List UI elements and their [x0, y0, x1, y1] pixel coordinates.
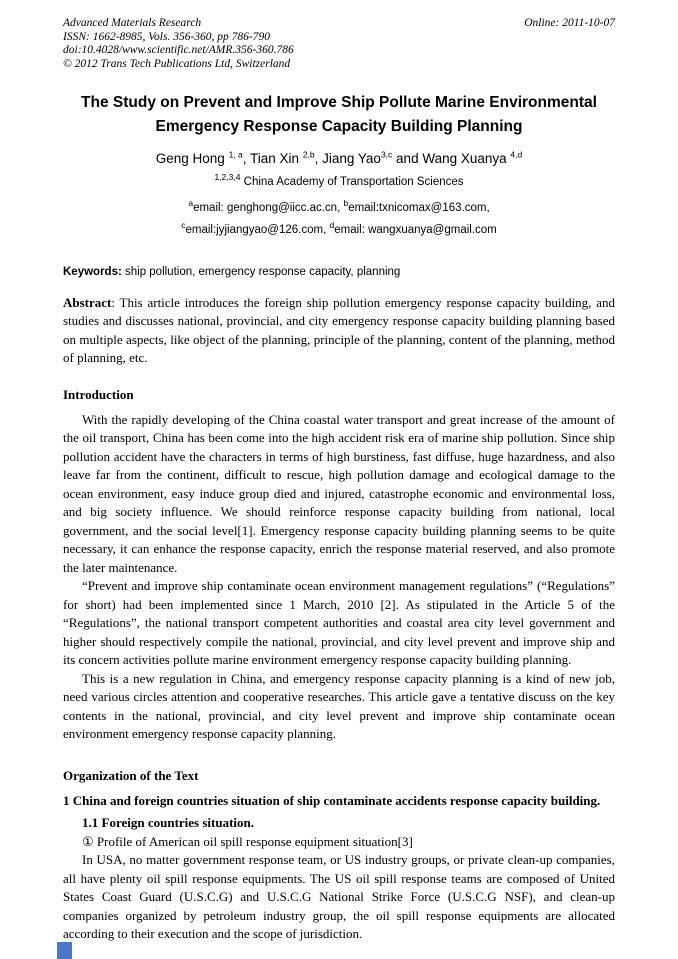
affiliation-mark: 1,2,3,4	[214, 171, 241, 182]
keywords-line	[63, 266, 615, 278]
author-affil-mark: 1, a	[228, 149, 243, 160]
journal-name: Advanced Materials Research	[63, 17, 202, 29]
emails-line-1	[63, 197, 615, 219]
online-date: Online: 2011-10-07	[524, 17, 615, 29]
email-address: email: wangxuanya@gmail.com	[334, 223, 497, 236]
authors-line	[63, 151, 615, 166]
emails-line-2	[63, 219, 615, 241]
email-mark: c	[181, 219, 186, 230]
organization-paragraph-1: In USA, no matter government response team, or US industry groups, or private clean-up companies, all have plenty oil spill response equipments. The US oil spill response teams are composed of United States Coast Guard (U.S.C.G) and U.S.C.G National Strike Force (U.S.C.G NSF), and clean-up companies organized by petroleum industry group, the oil spill response equipments are allocated according to their execution and the scope of jurisdiction.	[63, 852, 615, 942]
section-heading-organization: Organization of the Text	[63, 767, 199, 783]
keywords-text: ship pollution, emergency response capacity, planning	[121, 265, 401, 278]
author-affil-mark: 3,c	[380, 149, 393, 160]
issn-line: ISSN: 1662-8985, Vols. 356-360, pp 786-790	[63, 30, 270, 43]
journal-header	[63, 17, 615, 71]
abstract-label: Abstract	[63, 294, 112, 310]
intro-paragraph-3: This is a new regulation in China, and emergency response capacity planning is a kind of new job, need various circles attention and cooperative researches. This article gave a tentative discuss on the key contents in the national, provincial, and city level prevent and improve ship contaminate ocean environment emergency response capacity planning.	[63, 670, 615, 742]
doi-line: doi:10.4028/www.scientific.net/AMR.356-360.786	[63, 44, 294, 57]
author-affil-mark: 2,b	[302, 149, 315, 160]
email-address: email:txnicomax@163.com,	[348, 201, 490, 214]
paper-title: The Study on Prevent and Improve Ship Pollute Marine Environmental Emergency Response Capacity Building Planning	[81, 94, 597, 135]
author-name: , Tian Xin	[242, 150, 303, 166]
intro-paragraph-2: “Prevent and improve ship contaminate ocean environment management regulations” (“Regulations” for short) had been implemented since 1 March, 2010 [2]. As stipulated in the Article 5 of the “Regulations”, the national transport competent authorities and coastal area city level government and higher should respectively compile the national, provincial, and city level prevent and improve ship and its concern activities pollute marine environment emergency response capacity building planning.	[63, 578, 615, 668]
author-name: and Wang Xuanya	[392, 150, 511, 166]
intro-paragraph-1: With the rapidly developing of the China coastal water transport and great increase of the amount of the oil transport, China has been come into the high accident risk era of marine ship pollution. Since ship pollution accident have the characters in terms of high burstiness, fast diffuse, huge hazardness, and also leave far from the continent, difficult to rescue, high pollution damage and ecological damage to the ocean environment, easy induce group died and injured, catastrophe economic and environmental loss, and big society influence. We should reinforce response capacity building from national, local government, and the social level[1]. Emergency response capacity building planning seems to be quite necessary, it can enhance the response capacity, enrich the response material reserved, and also promote the later maintenance.	[63, 411, 615, 575]
author-affil-mark: 4,d	[510, 149, 523, 160]
emails-block	[63, 197, 615, 241]
section-heading-introduction: Introduction	[63, 386, 134, 402]
subsection-1-1-heading: 1.1 Foreign countries situation.	[82, 815, 255, 831]
author-name: , Jiang Yao	[314, 150, 381, 166]
affiliation-text: China Academy of Transportation Sciences	[240, 175, 464, 188]
subsection-1-heading: 1 China and foreign countries situation of ship contaminate accidents response capacity building.	[63, 792, 601, 808]
copyright-line: © 2012 Trans Tech Publications Ltd, Switzerland	[63, 57, 291, 70]
affiliation-line	[63, 171, 615, 188]
email-address: email:jyjiangyao@126.com,	[185, 223, 330, 236]
abstract-text: : This article introduces the foreign ship pollution emergency response capacity building, and studies and discusses national, provincial, and city emergency response capacity building planning based on multiple aspects, like object of the planning, principle of the planning, content of the planning, method of planning, etc.	[63, 294, 615, 366]
abstract	[63, 294, 615, 368]
email-mark: b	[343, 197, 349, 208]
footer-page-mark	[57, 942, 72, 959]
keywords-label: Keywords:	[63, 265, 122, 278]
email-mark: a	[188, 197, 194, 208]
author-name: Geng Hong	[155, 150, 229, 166]
list-item-circled-1: ① Profile of American oil spill response equipment situation[3]	[82, 833, 413, 849]
email-mark: d	[329, 219, 335, 230]
email-address: email: genghong@iicc.ac.cn,	[193, 201, 344, 214]
